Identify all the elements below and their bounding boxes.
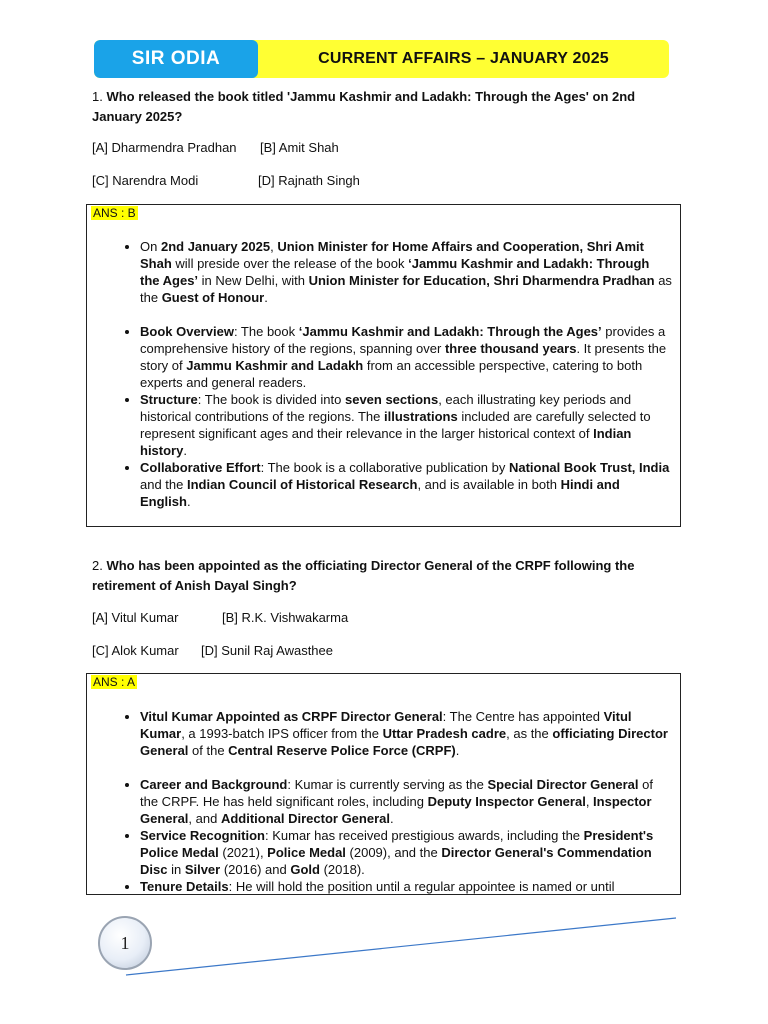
answer-1-bullet-collaborative: • Collaborative Effort: The book is a collaborative publication by National Book Trust, India and the Indian Council of Historical Research, and is available in both Hindi and English. <box>140 459 672 510</box>
question-1-option-d: [D] Rajnath Singh <box>258 173 360 188</box>
question-2-option-b: [B] R.K. Vishwakarma <box>222 610 349 625</box>
question-2-number: 2. <box>92 558 103 573</box>
question-1-option-c: [C] Narendra Modi <box>92 173 199 188</box>
question-2-text: Who has been appointed as the officiating Director General of the CRPF following the retirement of Anish Dayal Singh? <box>92 558 635 593</box>
question-2-option-c: [C] Alok Kumar <box>92 643 179 658</box>
answer-2-label: ANS : A <box>93 675 136 689</box>
answer-1-label: ANS : B <box>93 206 136 220</box>
answer-1-bullet-overview: • Book Overview: The book ‘Jammu Kashmir and Ladakh: Through the Ages’ provides a comprehensive history of the regions, spanning over three thousand years. It presents the story of Jammu Kashmir and Ladakh from an accessible perspective, catering to both experts and general readers. <box>140 323 672 391</box>
answer-2-bullet-appointed: • Vitul Kumar Appointed as CRPF Director General: The Centre has appointed Vitul Kumar, a 1993-batch IPS officer from the Uttar Pradesh cadre, as the officiating Director General of the Central Reserve Police Force (CRPF). <box>140 708 672 759</box>
brand-label: SIR ODIA <box>94 40 258 78</box>
answer-1-bullet-release: • On 2nd January 2025, Union Minister for Home Affairs and Cooperation, Shri Amit Shah will preside over the release of the book ‘Jammu Kashmir and Ladakh: Through the Ages’ in New Delhi, with Union Minister for Education, Shri Dharmendra Pradhan as the Guest of Honour. <box>140 238 672 306</box>
page-number: 1 <box>98 916 152 970</box>
answer-1-bullet-structure: • Structure: The book is divided into seven sections, each illustrating key periods and historical contributions of the regions. The illustrations included are carefully selected to represent significant ages and their relevance in the larger historical context of Indian history. <box>140 391 672 459</box>
question-2-option-a: [A] Vitul Kumar <box>92 610 179 625</box>
question-1-number: 1. <box>92 89 103 104</box>
question-1-option-a: [A] Dharmendra Pradhan <box>92 140 237 155</box>
answer-2-bullet-tenure: • Tenure Details: He will hold the position until a regular appointee is named or until <box>140 878 672 895</box>
page-title: CURRENT AFFAIRS – JANUARY 2025 <box>318 50 609 67</box>
question-1-option-b: [B] Amit Shah <box>260 140 339 155</box>
question-1-text: Who released the book titled 'Jammu Kashmir and Ladakh: Through the Ages' on 2nd January 2025? <box>92 89 636 124</box>
question-2-option-d: [D] Sunil Raj Awasthee <box>201 643 333 658</box>
answer-2-bullet-career: • Career and Background: Kumar is currently serving as the Special Director General of the CRPF. He has held significant roles, including Deputy Inspector General, Inspector General, and Additional Director General. <box>140 776 672 827</box>
answer-2-bullet-recognition: • Service Recognition: Kumar has received prestigious awards, including the President's Police Medal (2021), Police Medal (2009), and the Director General's Commendation Disc in Silver (2016) and Gold (2018). <box>140 827 672 878</box>
